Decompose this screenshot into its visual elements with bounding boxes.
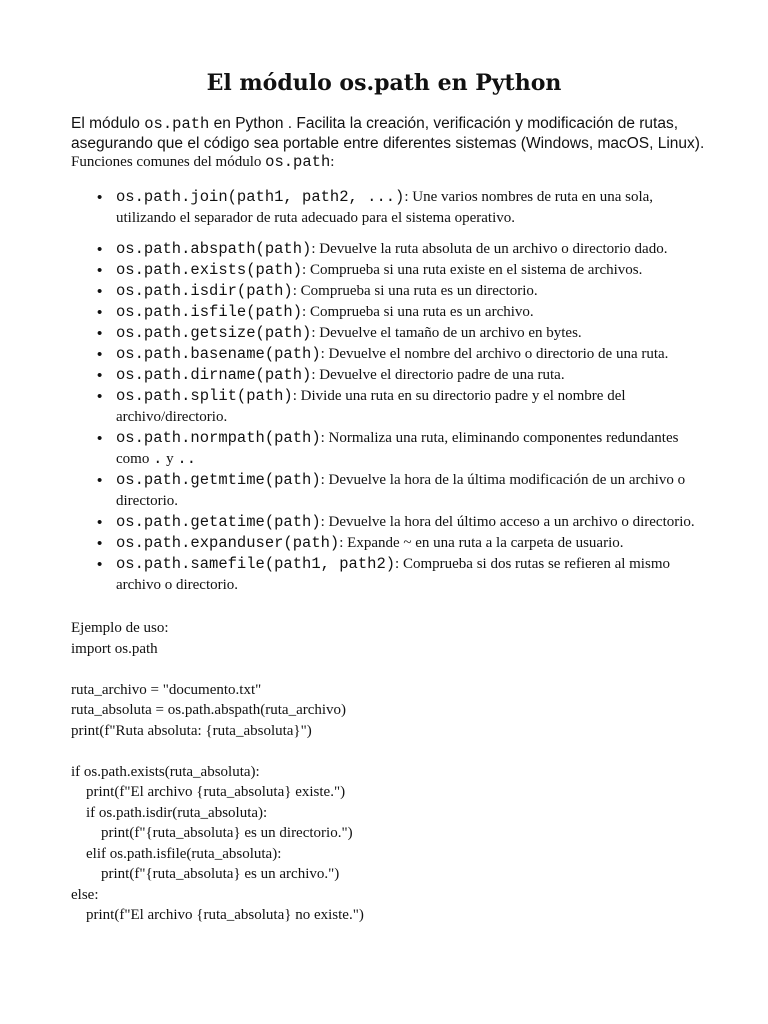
function-name: os.path.getmtime(path) bbox=[116, 471, 321, 489]
function-name: os.path.split(path) bbox=[116, 387, 293, 405]
list-item bbox=[71, 365, 711, 386]
function-desc: : Devuelve la ruta absoluta de un archivo o directorio dado. bbox=[311, 241, 668, 257]
function-desc: : Comprueba si dos rutas se refieren al mismo archivo o directorio. bbox=[116, 556, 670, 593]
function-code-dotdot: .. bbox=[177, 450, 196, 468]
function-desc: : Normaliza una ruta, eliminando componentes redundantes como bbox=[116, 430, 679, 467]
functions-heading-code: os.path bbox=[265, 153, 331, 171]
functions-list bbox=[71, 187, 711, 596]
functions-heading bbox=[71, 152, 334, 172]
function-desc: : Devuelve el directorio padre de una ruta. bbox=[311, 367, 565, 383]
function-desc: : Comprueba si una ruta existe en el sistema de archivos. bbox=[302, 262, 643, 278]
function-name: os.path.basename(path) bbox=[116, 345, 321, 363]
function-name: os.path.normpath(path) bbox=[116, 429, 321, 447]
function-desc: : Expande ~ en una ruta a la carpeta de usuario. bbox=[339, 535, 624, 551]
function-desc: : Devuelve el tamaño de un archivo en bytes. bbox=[311, 325, 582, 341]
list-item bbox=[71, 344, 711, 365]
list-item bbox=[71, 470, 711, 512]
list-item bbox=[71, 512, 711, 533]
intro-code: os.path bbox=[144, 115, 210, 133]
function-name: os.path.isfile(path) bbox=[116, 303, 303, 321]
function-name: os.path.join(path1, path2, ...) bbox=[116, 188, 405, 206]
page-title: El módulo os.path en Python bbox=[206, 70, 562, 96]
function-desc: : Comprueba si una ruta es un archivo. bbox=[302, 304, 534, 320]
list-item bbox=[71, 187, 711, 229]
list-item bbox=[71, 554, 711, 596]
function-code-dot: . bbox=[153, 450, 163, 468]
functions-heading-post: : bbox=[330, 154, 335, 170]
intro-text-pre: El módulo bbox=[71, 115, 145, 132]
function-name: os.path.abspath(path) bbox=[116, 240, 312, 258]
list-item bbox=[71, 428, 711, 470]
functions-heading-pre: Funciones comunes del módulo bbox=[71, 154, 266, 170]
function-desc-mid: y bbox=[162, 451, 178, 467]
intro-paragraph bbox=[71, 114, 711, 154]
function-name: os.path.getatime(path) bbox=[116, 513, 321, 531]
list-item bbox=[71, 302, 711, 323]
function-name: os.path.expanduser(path) bbox=[116, 534, 340, 552]
example-section bbox=[71, 618, 711, 926]
list-item bbox=[71, 386, 711, 428]
list-item bbox=[71, 533, 711, 554]
function-name: os.path.exists(path) bbox=[116, 261, 303, 279]
function-desc: : Devuelve el nombre del archivo o directorio de una ruta. bbox=[320, 346, 669, 362]
function-name: os.path.isdir(path) bbox=[116, 282, 293, 300]
function-name: os.path.samefile(path1, path2) bbox=[116, 555, 396, 573]
function-desc: : Comprueba si una ruta es un directorio. bbox=[292, 283, 538, 299]
function-desc: : Divide una ruta en su directorio padre y el nombre del archivo/directorio. bbox=[116, 388, 626, 425]
example-label: Ejemplo de uso: bbox=[71, 620, 169, 636]
function-name: os.path.getsize(path) bbox=[116, 324, 312, 342]
list-item bbox=[71, 239, 711, 260]
list-item bbox=[71, 323, 711, 344]
list-item bbox=[71, 281, 711, 302]
example-code: import os.path ruta_archivo = "documento.txt" ruta_absoluta = os.path.abspath(ruta_archivo) print(f"Ruta absoluta: {ruta_absoluta}") if os.path.exists(ruta_absoluta): print(f"El archivo {ruta_absoluta} existe.") if os.path.isdir(ruta_absoluta): print(f"{ruta_absoluta} es un directorio.") elif os.path.isfile(ruta_absoluta): print(f"{ruta_absoluta} es un archivo.") else: print(f"El archivo {ruta_absoluta} no existe.") bbox=[71, 640, 364, 923]
function-desc: : Devuelve la hora de la última modificación de un archivo o directorio. bbox=[116, 472, 686, 509]
intro-text-post: en Python . Facilita la creación, verificación y modificación de rutas, asegurando que el código sea portable entre diferentes sistemas (Windows, macOS, Linux). bbox=[71, 115, 705, 152]
function-desc: : Une varios nombres de ruta en una sola, utilizando el separador de ruta adecuado para el sistema operativo. bbox=[116, 189, 654, 226]
list-item bbox=[71, 260, 711, 281]
function-desc: : Devuelve la hora del último acceso a un archivo o directorio. bbox=[320, 514, 695, 530]
function-name: os.path.dirname(path) bbox=[116, 366, 312, 384]
